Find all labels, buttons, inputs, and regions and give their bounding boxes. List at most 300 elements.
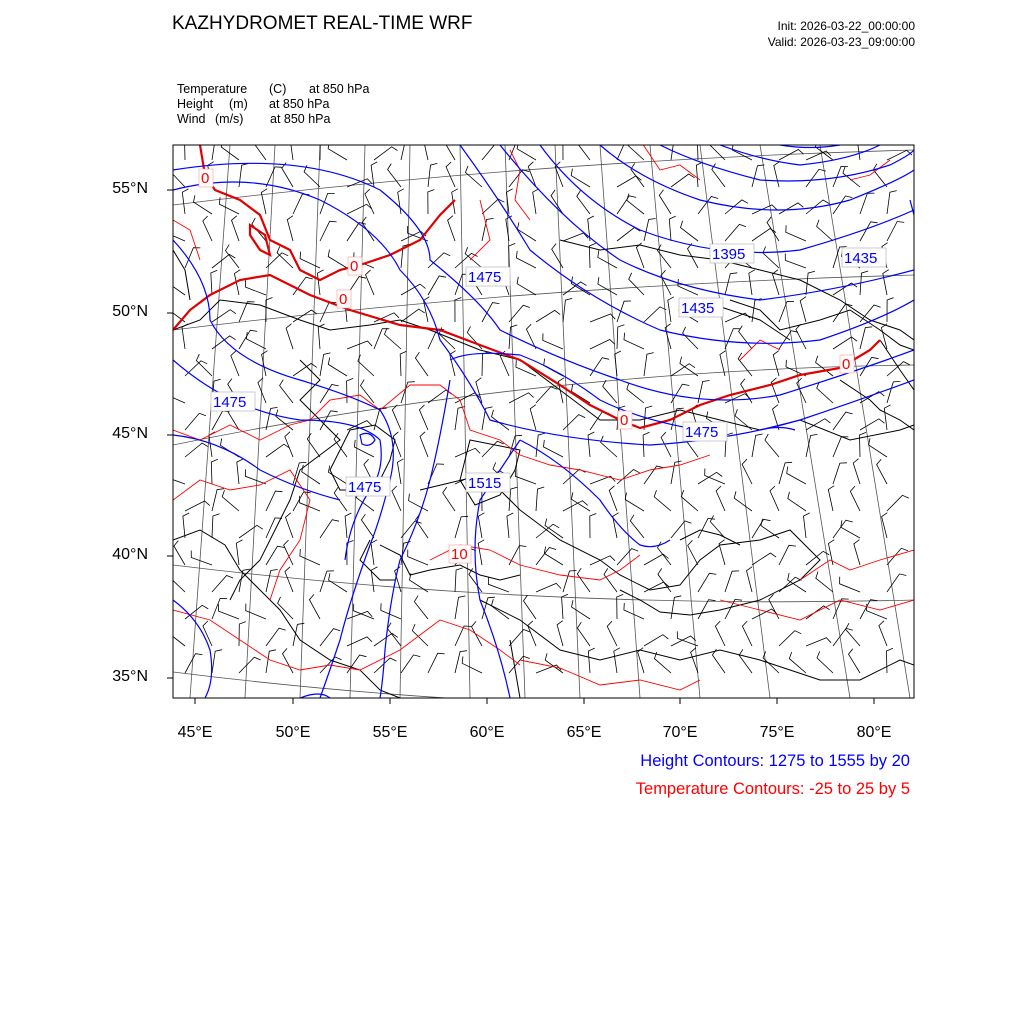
wind-barb (877, 459, 887, 484)
lon-label-45e: 45°E (177, 724, 213, 741)
wind-barb (590, 314, 615, 322)
wind-barb (443, 487, 455, 511)
wind-barb (884, 405, 890, 430)
wind-barb (237, 459, 243, 484)
wind-barb (857, 135, 863, 160)
wind-barb (278, 597, 293, 619)
wind-barb (654, 652, 671, 673)
wind-barb (347, 637, 372, 646)
wind-barb (401, 138, 413, 161)
wind-barb (536, 310, 560, 322)
wind-barb (196, 354, 212, 376)
wind-barb (817, 382, 833, 403)
wind-barb (882, 513, 888, 538)
wind-barb (266, 628, 286, 646)
wind-barb (212, 599, 227, 620)
wind-barb (455, 568, 463, 592)
wind-barb (681, 490, 698, 511)
wind-barb (164, 470, 185, 485)
wind-barb (734, 491, 752, 511)
wind-barb (779, 203, 803, 214)
wind-barb (328, 358, 347, 377)
svg-text:1435: 1435 (681, 300, 715, 317)
wind-barb (232, 216, 240, 241)
wind-barb (698, 573, 716, 592)
height-label-1435-center (679, 298, 723, 317)
wind-barb (231, 351, 239, 376)
wind-barb (671, 384, 689, 403)
wind-barb (365, 189, 374, 214)
wind-barb (617, 228, 640, 242)
wind-barb (392, 486, 401, 511)
wind-barb (833, 437, 848, 457)
height-label-1435-east (842, 248, 886, 267)
wind-barb (239, 657, 261, 673)
field-wind: Wind (m/s) at 850 hPa (177, 112, 331, 126)
wind-barb (194, 195, 213, 214)
wind-barb (786, 225, 806, 241)
wind-barb (286, 513, 294, 538)
lat-label-50n: 50°N (112, 303, 148, 320)
wind-barb (779, 462, 792, 484)
wind-barb (517, 222, 536, 241)
wind-barb (419, 405, 428, 430)
wind-barbs (164, 135, 912, 673)
wind-barb (528, 621, 536, 646)
wind-barb (557, 621, 563, 646)
wind-barb (448, 216, 455, 241)
wind-barb (752, 519, 771, 538)
wind-barb (509, 393, 534, 403)
wind-barb (669, 216, 675, 241)
wind-barb (742, 621, 752, 646)
wind-barb (817, 220, 833, 241)
wind-barb (752, 434, 763, 457)
wind-barb (562, 594, 568, 619)
wind-barb (563, 501, 588, 511)
wind-barb (246, 332, 266, 349)
wind-barb (779, 302, 794, 323)
svg-text:1475: 1475 (685, 424, 719, 441)
wind-barb (644, 635, 668, 646)
wind-barb (428, 163, 437, 187)
wind-barb (283, 648, 294, 673)
wind-barb (590, 340, 615, 350)
wind-barb (617, 301, 631, 322)
wind-barb (671, 137, 681, 160)
wind-barb (572, 600, 591, 619)
wind-barb (280, 380, 293, 403)
wind-barb (482, 199, 504, 214)
wind-barb (287, 216, 293, 241)
temp-label-0-b (348, 257, 362, 275)
wind-barb (482, 407, 493, 430)
height-label-1475-west (211, 392, 255, 411)
wind-barb (212, 411, 230, 430)
wind-barb (615, 351, 621, 376)
temp-label-0-c (337, 290, 351, 308)
lon-label-75e: 75°E (759, 724, 795, 741)
wind-barb (347, 204, 372, 214)
wind-barb (285, 432, 293, 457)
wind-barb (374, 658, 396, 673)
wind-barb (266, 167, 282, 187)
wind-barb (789, 652, 806, 673)
wind-barb (624, 333, 644, 349)
wind-barb (212, 576, 233, 593)
wind-barb (887, 222, 904, 242)
svg-text:0: 0 (620, 412, 629, 429)
wind-barb (563, 298, 572, 322)
wind-barb (397, 459, 403, 484)
wind-barb (749, 270, 755, 295)
wind-barb (617, 176, 641, 187)
wind-barb (774, 162, 780, 187)
wind-barb (761, 519, 779, 538)
svg-text:0: 0 (842, 356, 851, 373)
temp-label-0-e (840, 355, 854, 373)
wind-barb (212, 310, 236, 322)
wind-barb (185, 135, 192, 160)
height-label-1475-caspian (346, 477, 390, 496)
wind-barb (392, 405, 401, 430)
wind-barb (261, 189, 267, 214)
wind-barb (644, 219, 656, 242)
wind-barb (354, 440, 374, 457)
wind-barb (815, 140, 833, 160)
wind-barb (185, 443, 208, 457)
wind-barb (739, 326, 752, 349)
wind-barb (614, 648, 620, 673)
wind-barb (455, 596, 465, 619)
wind-barb (472, 621, 483, 646)
wind-barb (788, 573, 806, 592)
wind-barb (415, 352, 428, 376)
wind-barb (239, 164, 249, 188)
wind-barb (252, 218, 266, 241)
wind-barb (742, 459, 752, 484)
wind-barb (725, 313, 750, 322)
wind-barb (347, 378, 354, 403)
wind-barb (588, 648, 594, 673)
wind-barb (516, 251, 536, 268)
wind-barb (860, 327, 872, 349)
wind-barb (654, 490, 671, 511)
wind-barb (482, 303, 499, 322)
wind-barb (414, 596, 428, 619)
wind-barb (222, 490, 239, 511)
wind-barb (478, 513, 484, 538)
wind-barb (715, 621, 725, 646)
wind-barb (358, 355, 374, 376)
wind-barb (698, 518, 715, 538)
wind-barb (212, 514, 220, 538)
wind-barb (833, 412, 853, 430)
wind-barb (678, 279, 698, 295)
svg-text:1475: 1475 (348, 479, 382, 496)
wind-barb (530, 405, 536, 430)
wind-barb (617, 325, 624, 349)
svg-text:1395: 1395 (712, 246, 746, 263)
wind-barb (416, 514, 428, 538)
wind-barb (779, 631, 801, 646)
wind-barb (617, 196, 636, 214)
wind-barb (371, 567, 377, 592)
wind-barb (408, 550, 428, 565)
wind-barb (752, 553, 776, 565)
wind-barb (536, 487, 544, 511)
wind-barb (366, 270, 375, 295)
wind-barb (577, 137, 590, 161)
wind-barb (374, 147, 398, 160)
wind-barb (219, 604, 240, 619)
wind-barb (752, 165, 764, 187)
temp-label-10 (449, 545, 471, 563)
wind-barb (604, 568, 617, 592)
wind-barb (725, 329, 740, 349)
wind-barb (590, 476, 615, 484)
svg-text:0: 0 (339, 291, 348, 308)
wind-barb (617, 140, 633, 160)
wind-barb (320, 520, 339, 538)
wind-barb (165, 387, 185, 403)
wind-barb (787, 467, 806, 485)
height-label-1475-north (466, 267, 510, 286)
wind-barb (563, 136, 570, 161)
wind-barb (374, 329, 389, 349)
lat-label-40n: 40°N (112, 546, 148, 563)
svg-text:0: 0 (350, 258, 359, 275)
wind-barb (182, 324, 188, 349)
temp-label-0-a (199, 169, 213, 187)
wind-barb (850, 486, 860, 511)
wind-barb (854, 540, 860, 565)
wind-barb (482, 352, 489, 376)
wind-barb (174, 541, 185, 565)
wind-barb (482, 143, 503, 160)
wind-barb (617, 549, 638, 565)
wind-barb (887, 298, 894, 322)
wind-barb (536, 548, 556, 566)
wind-barb (644, 554, 669, 565)
height-label-1475-east (683, 422, 727, 441)
wind-barb (590, 514, 597, 539)
wind-barb (167, 276, 185, 296)
wind-barb (840, 577, 860, 592)
wind-barb (300, 252, 320, 268)
wind-barb (212, 254, 235, 268)
wind-barb (293, 194, 309, 214)
lat-label-35n: 35°N (112, 668, 148, 685)
wind-barb (887, 381, 900, 403)
wind-barb (509, 305, 530, 322)
wind-barb (833, 337, 857, 349)
wind-barb (212, 137, 222, 160)
wind-barb (577, 568, 590, 592)
wind-barb (544, 547, 563, 565)
wind-barb (320, 629, 340, 646)
wind-barb (804, 513, 810, 538)
wind-barb (221, 140, 239, 160)
wind-barb (309, 594, 320, 619)
wind-barb (320, 136, 327, 160)
wind-barb (334, 433, 347, 457)
temperature-contours-legend: Temperature Contours: -25 to 25 by 5 (635, 780, 910, 798)
wind-barb (401, 309, 425, 322)
temperature-contours (173, 140, 914, 690)
wind-barb (563, 415, 585, 430)
wind-barb (509, 170, 529, 187)
field-temperature: Temperature (C) at 850 hPa (177, 82, 370, 96)
wind-barb (182, 189, 188, 214)
wind-barb (563, 233, 588, 241)
wind-barb (317, 270, 323, 295)
wind-barb (788, 492, 806, 511)
wind-barb (627, 194, 644, 214)
wind-barb (420, 432, 428, 457)
wind-barb (796, 324, 806, 349)
wind-barb (601, 436, 617, 457)
wind-barb (536, 387, 557, 403)
wind-barb (869, 438, 887, 457)
wind-barb (773, 351, 779, 376)
wind-barb (638, 648, 644, 673)
lat-label-55n: 55°N (112, 180, 148, 197)
wind-barb (709, 138, 725, 160)
lon-label-60e: 60°E (469, 724, 505, 741)
field-height: Height (m) at 850 hPa (177, 97, 330, 111)
wind-barb (219, 197, 239, 214)
wind-barb (423, 135, 429, 160)
wind-barb (371, 540, 377, 565)
wind-barb (883, 270, 889, 295)
wind-barb (478, 540, 484, 565)
wind-barb (725, 571, 739, 592)
svg-text:10: 10 (451, 546, 468, 563)
wind-barb (732, 143, 752, 160)
wind-barb (328, 250, 347, 268)
wind-barb (515, 469, 536, 484)
wind-barb (212, 650, 222, 673)
wind-barb (455, 298, 462, 323)
wind-barb (388, 164, 401, 187)
wind-barb (630, 515, 644, 538)
wind-barb (887, 191, 897, 214)
wind-barb (168, 626, 185, 646)
wind-barb (492, 410, 510, 430)
wind-barb (846, 623, 860, 646)
wind-barb (860, 600, 878, 619)
wind-barb (533, 189, 539, 214)
height-label-1515 (466, 473, 510, 492)
wind-barb (725, 273, 737, 295)
wind-barb (696, 162, 702, 187)
wind-barb (462, 656, 482, 673)
lat-label-45n: 45°N (112, 425, 148, 442)
wind-barb (770, 486, 779, 511)
wind-barb (246, 604, 266, 619)
wind-barb (785, 253, 806, 268)
init-time: Init: 2026-03-22_00:00:00 (777, 19, 915, 33)
wind-barb (719, 540, 725, 565)
wind-barb (446, 162, 455, 187)
wind-barb (680, 357, 698, 376)
wind-barb (185, 501, 210, 511)
wind-barb (347, 179, 372, 187)
wind-barb (282, 163, 293, 187)
wind-barb (716, 486, 725, 511)
wind-barb (879, 621, 887, 646)
wind-barb (698, 600, 716, 619)
wind-barb (816, 356, 833, 376)
wind-barb (239, 525, 263, 538)
wind-barb (253, 136, 266, 160)
wind-barb (833, 520, 853, 538)
wind-barb (544, 440, 564, 457)
wind-barb (625, 493, 644, 511)
wind-barb (211, 459, 218, 484)
wind-barb (800, 297, 806, 322)
temp-label-0-d (618, 411, 632, 429)
wind-barb (239, 302, 255, 322)
wind-barb (671, 596, 681, 619)
svg-text:1475: 1475 (468, 269, 502, 286)
wind-barb (361, 514, 374, 538)
wind-barb (545, 653, 563, 673)
wind-barb (881, 324, 887, 349)
wind-barb (752, 609, 777, 619)
wind-barb (185, 654, 202, 673)
wind-barb (779, 331, 798, 349)
wind-barb (806, 606, 830, 619)
wind-barb (286, 324, 293, 349)
wind-barb (603, 380, 617, 403)
wind-barb (536, 583, 561, 592)
wind-barb (300, 549, 320, 565)
wind-barb (428, 276, 446, 295)
valid-time: Valid: 2026-03-23_09:00:00 (767, 35, 915, 49)
wind-barb (860, 432, 867, 457)
wind-barb (428, 464, 444, 484)
wind-barb (239, 622, 246, 646)
wind-barb (607, 621, 617, 646)
lon-label-70e: 70°E (662, 724, 698, 741)
wind-barb (509, 630, 530, 647)
wind-barb (765, 434, 779, 457)
wind-barb (517, 277, 536, 295)
wind-barb (491, 599, 509, 619)
wind-barb (266, 444, 290, 457)
wind-barb (867, 604, 887, 619)
wind-barb (266, 491, 282, 511)
wind-barb (444, 136, 455, 161)
wind-barb (455, 651, 467, 673)
wind-barb (361, 380, 375, 403)
wind-barb (636, 243, 644, 268)
wind-barb (285, 567, 293, 592)
tick-marks (167, 190, 874, 704)
wind-barb (668, 297, 674, 322)
wind-barb (629, 273, 644, 295)
wind-barb (347, 611, 372, 619)
map-title: KAZHYDROMET REAL-TIME WRF (172, 13, 473, 34)
wind-barb (236, 540, 242, 565)
svg-text:1475: 1475 (213, 394, 247, 411)
wind-barb (849, 649, 861, 673)
lon-label-80e: 80°E (856, 724, 892, 741)
wind-barb (738, 353, 752, 376)
wind-barb (763, 247, 779, 269)
